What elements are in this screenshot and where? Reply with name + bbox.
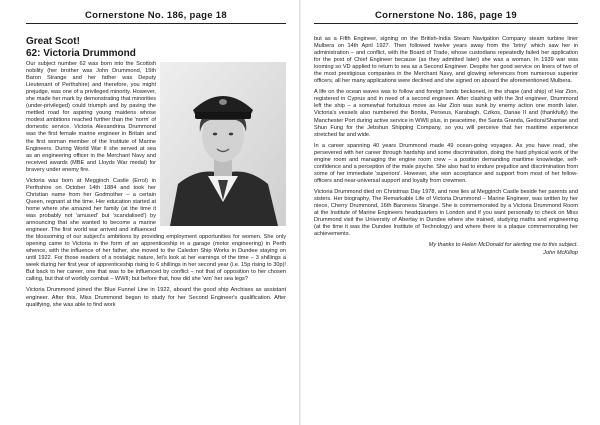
left-paragraph-1: Our subject number 62 was born into the Scottish nobility (her brother was John Drummond, 15th Baron Strange and her father was Deputy Lieutenant of Perthshire) and therefore, you might prejudge, was one of a privileged minority. However, she made her mark by demonstrating that minorities (under-privileged) could triumph and by paving the mettled road for aspiring young maidens whose modest ambitions reached further than the 'norm' of domestic service. Victoria Alexandrina Drummond was the first female marine engineer in Britain and the first woman member of the Institute of Marine Engineers. During World War II she served at sea as an engineering officer in the Merchant Navy and received awards (MBE and Lloyds War medal) for bravery under enemy fire. [26,61,156,173]
portrait-photo-icon [160,62,286,226]
running-head-right: Cornerstone No. 186, page 19 [314,10,578,24]
right-paragraph-1: but as a Fifth Engineer, signing on the British-India Steam Navigation Company steam turbine liner Mulbera on 14th April 1927. Then followed twelve years away from the 'briny' which saw her in administration – and conflict, with the Board of Trade, whose custodians repeatedly failed her application for the post of Chief Engineer because (as they admitted later) she was a woman. In 1939 war was looming so VD applied to return to sea as a Second Engineer. Despite her good service on liners of two of the most prestigious companies in the Merchant Navy, and glowing references from numerous superior officers, all her many applications were declined and she signed on aboard the aforementioned Mulbera. [314,36,578,85]
right-paragraph-4: Victoria Drummond died on Christmas Day 1978, and now lies at Megginch Castle beside her parents and sisters. Her biography, The Remarkable Life of Victoria Drummond – Marine Engineer, was written by her niece, Cherry Drummond, 16th Baroness Strange. She is commemorated by a Victoria Drummond Room at the Institute of Marine Engineers headquarters in London and if you want personally to check on Miss Drummond visit the University of Abertay in Dundee where she trained, studying maths and engineering (at the time it was the Dundee Institute of Technology) and where there is a plaque commemorating her achievements. [314,188,578,238]
left-body [26,61,286,309]
portrait-photo [160,62,286,226]
article-title [26,36,286,59]
acknowledgement: My thanks to Helen McDonald for alerting me to this subject. [428,242,578,249]
right-paragraph-2: A life on the ocean waves was to follow and foreign lands beckoned, in the shape (and ship) of Har Zion, registered in Cyprus and in need of a second engineer. After clashing with the 3rd engineer, Drummond left the ship – a somewhat fortuitous move as Har Zion was sunk by enemy action one month later. Victoria's vessels also numbered the Bonita, Perseus, Karabagh, Czikos, Danae II and (thankfully) the Manchester Port during active service in WWII plus, in peacetime, the Santa Granda, Gedora/Shantae and Shun Fung for the Jebshun Shipping Company, so you will perceive that her maritime experience stretched far and wide. [314,89,578,138]
right-body [314,36,578,238]
left-paragraph-3: Victoria Drummond joined the Blue Funnel Line in 1922, aboard the good ship Anchises as assistant engineer. After this, Miss Drummond began to study for her Second Engineer's qualification. After qualifying, she was able to find work [26,287,286,308]
author-byline: John McKillop [543,250,578,257]
right-page [300,0,600,425]
title-line-1: Great Scot! [26,36,80,47]
running-head-left: Cornerstone No. 186, page 18 [26,10,286,24]
right-paragraph-3: In a career spanning 40 years Drummond made 49 ocean-going voyages. As you have read, she persevered with her career through hardship and some discrimination, doing the hard physical work of the engine room and managing the engine room crew – a position demanding maritime knowledge, self-confidence and a perception of the male psyche. She also had to endure prejudice and discrimination from some of her immediate 'superiors'. However, she won acceptance and support from most of her fellow-officers and near-universal support and loyalty from crewmen. [314,142,578,184]
title-line-2: 62: Victoria Drummond [26,47,136,59]
left-paragraph-2: Victoria was born at Megginch Castle (Errol) in Perthshire on October 14th 1884 and took her Christian name from her Godmother – a certain Queen, regnant at the time. Her education started at home where she amazed her family (at the time it was probably not 'amused' but 'scandalised') by announcing that she wanted to become a marine engineer. The first world war arrived and influenced the blossoming of our subject's ambitions by providing employment opportunities for women. She only opening came to Victoria in the form of an apprenticeship in a garage (motor engineering) in Perth whence, with the influence of her father, she moved to the Caledon Ship Works in Dundee staying on until 1922. For those readers of a nostalgic nature, let's look at her earnings of the time – 3 shillings a week during her first year of apprenticeship rising to 6 shillings in her second year (i.e. 15p rising to 30p)! But back to her career, one that was to be influenced by conflict – not that of opposition to her chosen calling, but that of worldly combat – WWII; but before that, how did she 'win' her sea legs? [26,177,286,283]
